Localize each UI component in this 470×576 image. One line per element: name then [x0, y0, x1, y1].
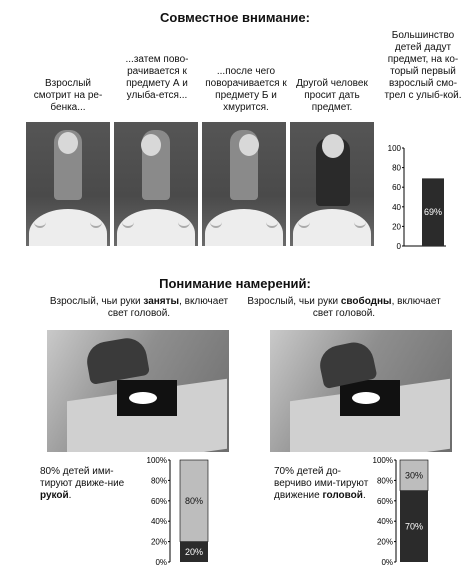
- joint-attention-title: Совместное внимание:: [160, 10, 310, 25]
- chart1-tick-3: 40: [392, 202, 401, 212]
- left-caption-bold: заняты: [143, 296, 180, 307]
- right-caption-pre: Взрослый, чьи руки: [247, 296, 341, 307]
- right-result-pre: 70% детей до-верчиво ими-тируют движение: [274, 466, 369, 501]
- left-result: [40, 466, 134, 502]
- chart2-tick-5: 0%: [155, 558, 167, 567]
- left-result-pre: 80% детей ими-тируют движе-ние: [40, 466, 125, 489]
- chart3-tick-1: 80%: [376, 476, 393, 486]
- right-result: [274, 466, 372, 502]
- chart2-tick-0: 100%: [146, 456, 167, 465]
- left-caption: [46, 296, 232, 320]
- photo-hands-busy: [47, 330, 229, 452]
- photo-hands-free: [270, 330, 452, 452]
- photo-adult-turns-to-object-a: [114, 122, 198, 246]
- right-result-bold: головой: [322, 490, 363, 501]
- understanding-intentions-title: Понимание намерений:: [159, 276, 311, 291]
- chart3-dark-label: 70%: [404, 521, 424, 532]
- left-result-post: .: [68, 490, 72, 501]
- joint-attention-chart: [378, 140, 448, 252]
- left-stacked-chart: [136, 452, 216, 568]
- chart2-dark-label: 20%: [184, 546, 204, 557]
- photo-adult-turns-to-object-b: [202, 122, 286, 246]
- chart3-light-label: 30%: [404, 470, 424, 481]
- chart2-light-label: 80%: [184, 495, 204, 506]
- chart2-tick-1: 80%: [150, 476, 167, 486]
- caption-step-1: Взрослый смотрит на ре-бенка...: [33, 78, 103, 113]
- chart3-tick-0: 100%: [372, 456, 393, 465]
- right-caption-post: , включает свет головой.: [312, 296, 441, 319]
- photo-other-person-asks: [290, 122, 374, 246]
- chart1-tick-0: 100: [387, 144, 401, 153]
- right-caption: [246, 296, 442, 320]
- caption-step-4: Другой человек просит дать предмет.: [296, 78, 368, 113]
- chart1-tick-2: 60: [392, 183, 401, 193]
- right-stacked-chart: [362, 452, 442, 568]
- photo-adult-looks-at-child: [26, 122, 110, 246]
- chart3-tick-2: 60%: [376, 496, 393, 506]
- chart3-tick-5: 0%: [381, 558, 393, 567]
- right-result-post: .: [362, 490, 366, 501]
- caption-result: Большинство детей дадут предмет, на ко-торый первый взрослый смо-трел с улыб-кой.: [384, 30, 462, 101]
- left-caption-post: , включает свет головой.: [107, 296, 229, 319]
- chart1-tick-5: 0: [396, 242, 401, 251]
- chart1-tick-1: 80: [392, 163, 401, 173]
- chart3-tick-4: 20%: [376, 537, 393, 547]
- chart1-tick-4: 20: [392, 222, 401, 232]
- chart2-tick-4: 20%: [150, 537, 167, 547]
- caption-step-2: ...затем пово-рачивается к предмету А и улыба-ется...: [125, 54, 189, 101]
- caption-step-3: ...после чего поворачивается к предмету Б и хмурится.: [205, 66, 287, 113]
- left-result-bold: рукой: [40, 490, 69, 501]
- chart2-tick-3: 40%: [150, 517, 167, 527]
- right-caption-bold: свободны: [340, 296, 392, 307]
- left-caption-pre: Взрослый, чьи руки: [49, 296, 144, 307]
- chart1-bar-label: 69%: [423, 207, 443, 218]
- chart3-tick-3: 40%: [376, 517, 393, 527]
- chart2-tick-2: 60%: [150, 496, 167, 506]
